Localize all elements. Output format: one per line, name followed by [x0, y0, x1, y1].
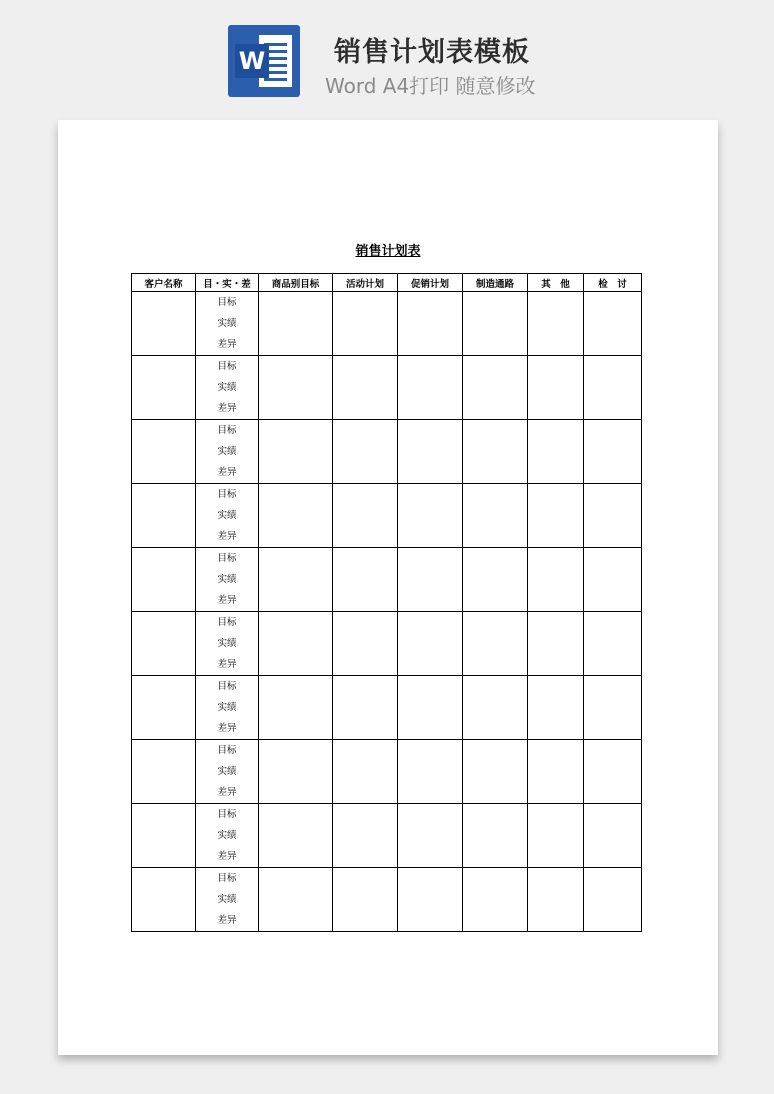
table-cell[interactable]: [259, 676, 333, 740]
row-line-label: 目标: [217, 297, 237, 308]
row-line-label: 差异: [217, 851, 237, 862]
header-promotion-plan: 促销计划: [398, 274, 463, 292]
target-actual-diff-cell: [196, 484, 259, 548]
table-cell[interactable]: [398, 612, 463, 676]
row-line-label: 实绩: [217, 830, 237, 841]
table-cell[interactable]: [463, 484, 528, 548]
table-cell[interactable]: [132, 292, 196, 356]
table-cell[interactable]: [333, 868, 398, 932]
table-cell[interactable]: [463, 740, 528, 804]
row-line-label: 实绩: [217, 638, 237, 649]
row-line-label: 目标: [217, 809, 237, 820]
table-row: [132, 292, 642, 356]
header-product-target: 商品别目标: [259, 274, 333, 292]
table-cell[interactable]: [333, 292, 398, 356]
target-actual-diff-cell: [196, 356, 259, 420]
table-cell[interactable]: [333, 804, 398, 868]
table-cell[interactable]: [132, 484, 196, 548]
word-doc-icon: [228, 25, 300, 97]
table-cell[interactable]: [528, 484, 584, 548]
row-line-label: 差异: [217, 467, 237, 478]
table-cell[interactable]: [333, 740, 398, 804]
table-cell[interactable]: [333, 676, 398, 740]
table-cell[interactable]: [584, 356, 642, 420]
table-cell[interactable]: [398, 484, 463, 548]
table-cell[interactable]: [584, 420, 642, 484]
table-cell[interactable]: [528, 868, 584, 932]
row-line-label: 差异: [217, 595, 237, 606]
table-cell[interactable]: [132, 740, 196, 804]
target-actual-diff-cell: [196, 292, 259, 356]
document-page: [58, 120, 718, 1055]
table-cell[interactable]: [528, 804, 584, 868]
table-row: [132, 868, 642, 932]
table-cell[interactable]: [259, 612, 333, 676]
table-cell[interactable]: [463, 868, 528, 932]
table-cell[interactable]: [333, 612, 398, 676]
table-cell[interactable]: [333, 484, 398, 548]
row-line-label: 目标: [217, 425, 237, 436]
target-actual-diff-cell: [196, 804, 259, 868]
row-line-label: 实绩: [217, 574, 237, 585]
table-row: [132, 740, 642, 804]
row-line-label: 差异: [217, 723, 237, 734]
table-cell[interactable]: [132, 548, 196, 612]
table-row: [132, 420, 642, 484]
table-cell[interactable]: [584, 868, 642, 932]
table-cell[interactable]: [463, 356, 528, 420]
template-banner: [0, 0, 774, 110]
target-actual-diff-cell: [196, 548, 259, 612]
table-cell[interactable]: [259, 292, 333, 356]
table-cell[interactable]: [463, 676, 528, 740]
table-cell[interactable]: [333, 420, 398, 484]
table-cell[interactable]: [584, 484, 642, 548]
row-line-label: 实绩: [217, 446, 237, 457]
table-cell[interactable]: [259, 868, 333, 932]
row-line-label: 差异: [217, 915, 237, 926]
table-cell[interactable]: [259, 356, 333, 420]
row-line-label: 目标: [217, 873, 237, 884]
table-cell[interactable]: [259, 740, 333, 804]
table-row: [132, 548, 642, 612]
table-cell[interactable]: [132, 420, 196, 484]
table-row: [132, 804, 642, 868]
row-line-label: 差异: [217, 659, 237, 670]
row-line-label: 实绩: [217, 894, 237, 905]
header-channel: 制造通路: [463, 274, 528, 292]
table-header-row: [132, 274, 642, 292]
row-line-label: 差异: [217, 531, 237, 542]
table-cell[interactable]: [259, 548, 333, 612]
header-customer-name: 客户名称: [132, 274, 196, 292]
header-other: 其 他: [528, 274, 584, 292]
table-cell[interactable]: [132, 356, 196, 420]
sales-plan-table: [131, 273, 642, 932]
table-cell[interactable]: [132, 676, 196, 740]
banner-title: 销售计划表模板: [334, 37, 530, 68]
table-cell[interactable]: [259, 484, 333, 548]
table-cell[interactable]: [398, 356, 463, 420]
table-cell[interactable]: [584, 612, 642, 676]
table-cell[interactable]: [463, 292, 528, 356]
table-cell[interactable]: [528, 292, 584, 356]
target-actual-diff-cell: [196, 676, 259, 740]
row-line-label: 实绩: [217, 702, 237, 713]
row-line-label: 目标: [217, 681, 237, 692]
row-line-label: 目标: [217, 361, 237, 372]
target-actual-diff-cell: [196, 868, 259, 932]
word-letter: W: [235, 44, 269, 78]
row-line-label: 实绩: [217, 510, 237, 521]
row-line-label: 实绩: [217, 766, 237, 777]
row-line-label: 实绩: [217, 382, 237, 393]
row-line-label: 目标: [217, 745, 237, 756]
table-cell[interactable]: [463, 612, 528, 676]
table-cell[interactable]: [584, 292, 642, 356]
table-cell[interactable]: [398, 804, 463, 868]
table-cell[interactable]: [132, 868, 196, 932]
header-review: 检 讨: [584, 274, 642, 292]
row-line-label: 差异: [217, 787, 237, 798]
table-cell[interactable]: [528, 420, 584, 484]
table-cell[interactable]: [584, 740, 642, 804]
table-cell[interactable]: [528, 548, 584, 612]
row-line-label: 差异: [217, 403, 237, 414]
row-line-label: 目标: [217, 553, 237, 564]
target-actual-diff-cell: [196, 420, 259, 484]
table-cell[interactable]: [398, 548, 463, 612]
table-cell[interactable]: [398, 868, 463, 932]
row-line-label: 目标: [217, 489, 237, 500]
header-target-actual-diff: 目・实・差: [196, 274, 259, 292]
table-cell[interactable]: [132, 804, 196, 868]
table-cell[interactable]: [398, 292, 463, 356]
table-cell[interactable]: [259, 804, 333, 868]
target-actual-diff-cell: [196, 612, 259, 676]
table-cell[interactable]: [528, 740, 584, 804]
table-cell[interactable]: [584, 804, 642, 868]
table-cell[interactable]: [528, 612, 584, 676]
row-line-label: 差异: [217, 339, 237, 350]
table-cell[interactable]: [398, 676, 463, 740]
table-cell[interactable]: [584, 548, 642, 612]
table-cell[interactable]: [528, 676, 584, 740]
row-line-label: 目标: [217, 617, 237, 628]
table-cell[interactable]: [259, 420, 333, 484]
table-cell[interactable]: [463, 420, 528, 484]
row-line-label: 实绩: [217, 318, 237, 329]
table-cell[interactable]: [398, 420, 463, 484]
table-row: [132, 356, 642, 420]
header-activity-plan: 活动计划: [333, 274, 398, 292]
table-cell[interactable]: [333, 548, 398, 612]
table-cell[interactable]: [333, 356, 398, 420]
table-cell[interactable]: [463, 548, 528, 612]
table-cell[interactable]: [132, 612, 196, 676]
table-cell[interactable]: [463, 804, 528, 868]
target-actual-diff-cell: [196, 740, 259, 804]
table-cell[interactable]: [398, 740, 463, 804]
table-row: [132, 612, 642, 676]
table-row: [132, 484, 642, 548]
table-row: [132, 676, 642, 740]
table-cell[interactable]: [528, 356, 584, 420]
document-title: 销售计划表: [355, 244, 421, 259]
banner-subtitle: Word A4打印 随意修改: [325, 74, 536, 98]
table-cell[interactable]: [584, 676, 642, 740]
